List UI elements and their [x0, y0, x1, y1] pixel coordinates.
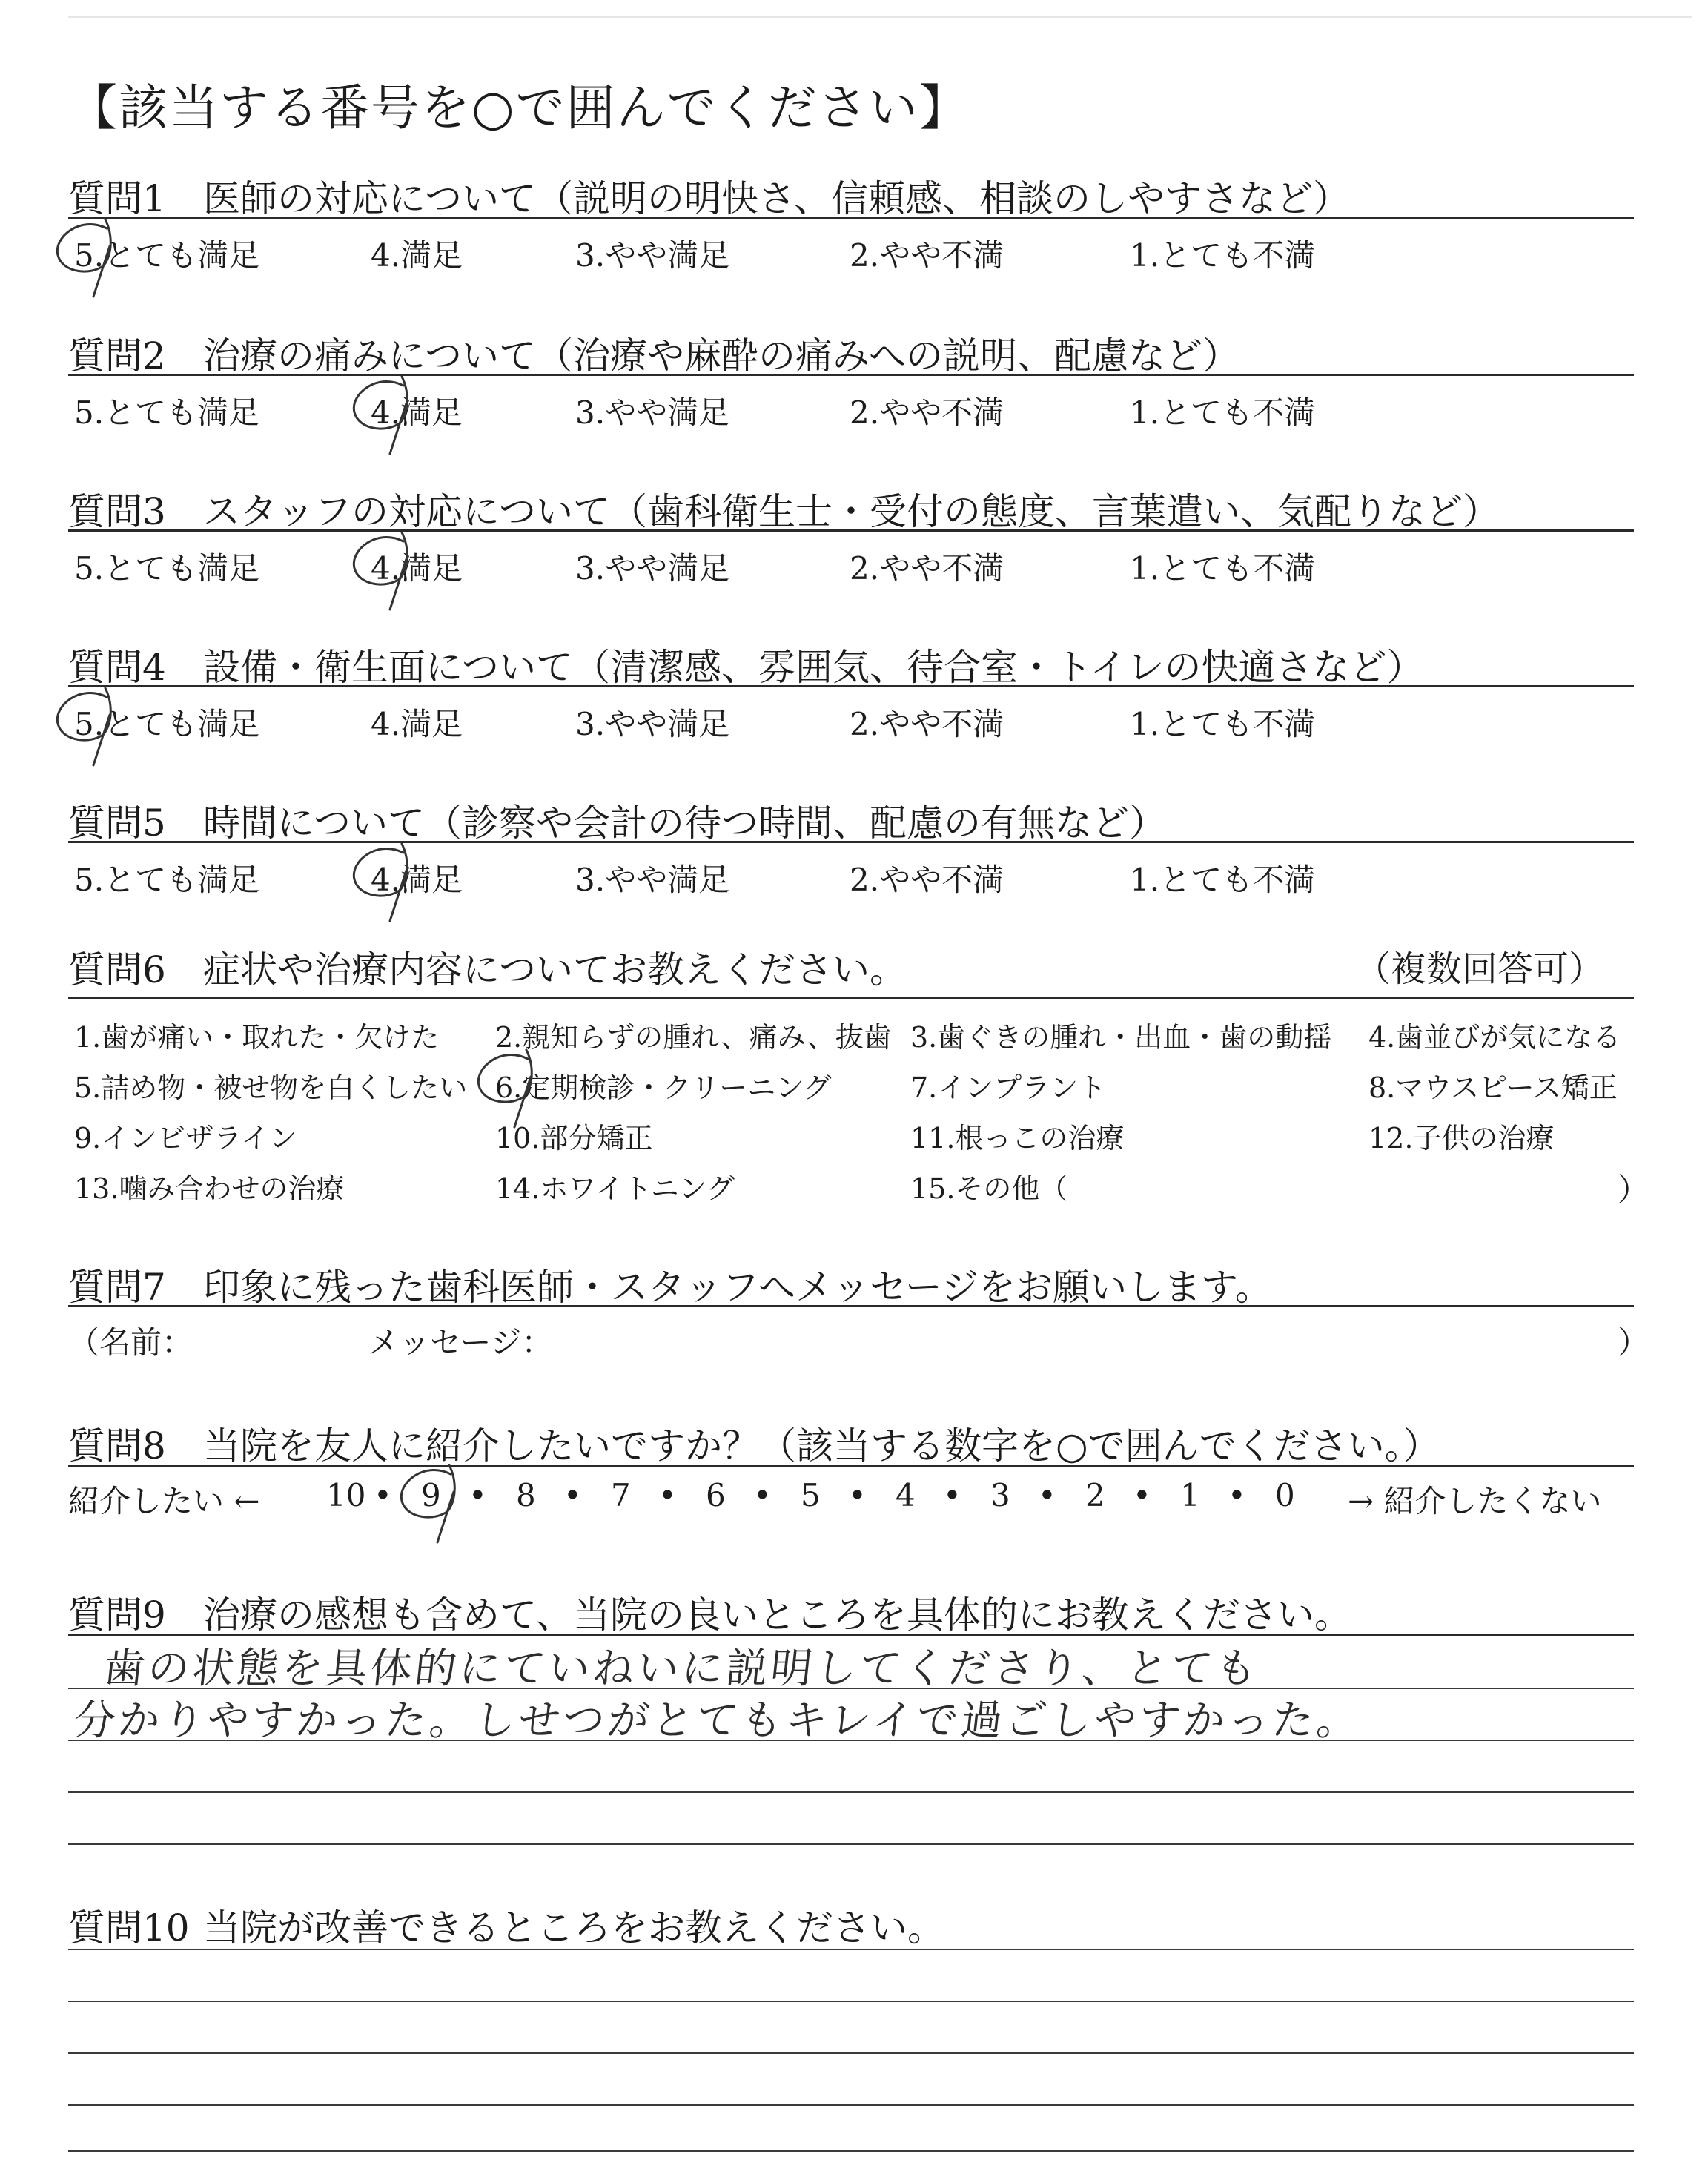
question-text: 治療の痛みについて（治療や麻酔の痛みへの説明、配慮など） [203, 334, 1239, 377]
q6-option-3[interactable]: 3.歯ぐきの腫れ・出血・歯の動揺 [910, 1021, 1332, 1054]
form-heading: 【該当する番号を○で囲んでください】 [68, 79, 970, 136]
question-text: 医師の対応について（説明の明快さ、信頼感、相談のしやすさなど） [203, 177, 1350, 220]
scale-dot: • [753, 1477, 772, 1513]
q6-option-7[interactable]: 7.インプラント [910, 1071, 1107, 1104]
multiple-answers-note: （複数回答可） [1354, 948, 1604, 990]
scale-dot: • [1038, 1477, 1056, 1513]
q6-option-10[interactable]: 10.部分矯正 [495, 1122, 653, 1155]
selection-circle-q6-6 [478, 1050, 532, 1127]
rating-option-4[interactable]: 4.満足 [371, 394, 463, 431]
rating-option-2[interactable]: 2.やや不満 [850, 862, 1004, 898]
rating-option-5[interactable]: 5.とても満足 [74, 394, 260, 431]
message-close-paren: ） [1618, 1324, 1649, 1361]
rating-option-5[interactable]: 5.とても満足 [74, 550, 260, 587]
q6-option-11[interactable]: 11.根っこの治療 [910, 1122, 1125, 1155]
question-number: 質問5 [68, 802, 166, 845]
rating-option-5[interactable]: 5.とても満足 [74, 706, 260, 742]
selection-circle-q4 [57, 688, 110, 765]
question-number: 質問2 [68, 334, 166, 377]
scale-dot: • [658, 1477, 677, 1513]
question-number: 質問6 [68, 948, 166, 991]
q6-option-12[interactable]: 12.子供の治療 [1368, 1122, 1555, 1155]
q6-option-13[interactable]: 13.噛み合わせの治療 [74, 1172, 345, 1205]
scale-value-6[interactable]: 6 [706, 1477, 726, 1513]
scale-value-10[interactable]: 10 [326, 1477, 366, 1513]
question-number: 質問9 [68, 1593, 166, 1636]
q6-option-14[interactable]: 14.ホワイトニング [495, 1172, 735, 1205]
rating-option-3[interactable]: 3.やや満足 [575, 862, 730, 898]
q6-option-2[interactable]: 2.親知らずの腫れ、痛み、抜歯 [495, 1021, 892, 1054]
question-number: 質問10 [68, 1906, 190, 1949]
rating-option-3[interactable]: 3.やや満足 [575, 394, 730, 431]
q6-option-8[interactable]: 8.マウスピース矯正 [1368, 1071, 1618, 1104]
recommend-label: 紹介したい ← [68, 1483, 260, 1519]
other-close-paren: ） [1618, 1172, 1649, 1208]
scale-value-7[interactable]: 7 [611, 1477, 631, 1513]
scale-dot: • [469, 1477, 487, 1513]
rating-option-1[interactable]: 1.とても不満 [1130, 237, 1316, 274]
rating-option-4[interactable]: 4.満足 [371, 706, 463, 742]
question-text: 症状や治療内容についてお教えください。 [203, 948, 907, 991]
question-text: 設備・衛生面について（清潔感、雰囲気、待合室・トイレの快適さなど） [203, 646, 1424, 689]
scale-value-4[interactable]: 4 [896, 1477, 916, 1513]
question-text: 当院が改善できるところをお教えください。 [203, 1906, 944, 1949]
scale-value-5[interactable]: 5 [801, 1477, 821, 1513]
rating-option-1[interactable]: 1.とても不満 [1130, 394, 1316, 431]
rating-option-2[interactable]: 2.やや不満 [850, 550, 1004, 587]
rating-option-3[interactable]: 3.やや満足 [575, 550, 730, 587]
selection-circle-q5 [354, 844, 407, 921]
name-label: （名前： [68, 1324, 193, 1361]
question-text: 時間について（診察や会計の待つ時間、配慮の有無など） [203, 802, 1166, 845]
q6-option-15[interactable]: 15.その他（ [910, 1172, 1068, 1205]
q6-option-4[interactable]: 4.歯並びが気になる [1368, 1021, 1621, 1054]
scale-value-3[interactable]: 3 [990, 1477, 1010, 1513]
rating-option-1[interactable]: 1.とても不満 [1130, 550, 1316, 587]
not-recommend-label: → 紹介したくない [1348, 1483, 1602, 1519]
scale-value-2[interactable]: 2 [1085, 1477, 1105, 1513]
question-text: 治療の感想も含めて、当院の良いところを具体的にお教えください。 [203, 1593, 1351, 1636]
question-text: スタッフの対応について（歯科衛生士・受付の態度、言葉遣い、気配りなど） [203, 490, 1500, 533]
scale-value-9[interactable]: 9 [421, 1477, 441, 1513]
question-number: 質問3 [68, 490, 166, 533]
rating-option-4[interactable]: 4.満足 [371, 237, 463, 274]
rating-option-2[interactable]: 2.やや不満 [850, 394, 1004, 431]
question-number: 質問7 [68, 1266, 166, 1309]
question-text: 当院を友人に紹介したいですか？（該当する数字を○で囲んでください。） [203, 1424, 1440, 1467]
q6-option-1[interactable]: 1.歯が痛い・取れた・欠けた [74, 1021, 440, 1054]
scale-dot: • [374, 1477, 392, 1513]
q6-option-9[interactable]: 9.インビザライン [74, 1122, 298, 1155]
selection-circle-q1 [57, 219, 110, 297]
rating-option-1[interactable]: 1.とても不満 [1130, 706, 1316, 742]
question-number: 質問4 [68, 646, 166, 689]
rating-option-2[interactable]: 2.やや不満 [850, 706, 1004, 742]
selection-circle-q8 [401, 1465, 454, 1542]
scale-dot: • [1228, 1477, 1246, 1513]
handwritten-answer-line-2: 分かりやすかった。しせつがとてもキレイで過ごしやすかった。 [71, 1697, 1364, 1745]
rating-option-2[interactable]: 2.やや不満 [850, 237, 1004, 274]
selection-circle-q2 [354, 377, 407, 454]
rating-option-3[interactable]: 3.やや満足 [575, 237, 730, 274]
rating-option-4[interactable]: 4.満足 [371, 550, 463, 587]
rating-option-4[interactable]: 4.満足 [371, 862, 463, 898]
scale-value-0[interactable]: 0 [1275, 1477, 1295, 1513]
question-number: 質問8 [68, 1424, 166, 1467]
rating-option-5[interactable]: 5.とても満足 [74, 862, 260, 898]
rating-option-5[interactable]: 5.とても満足 [74, 237, 260, 274]
scale-dot: • [563, 1477, 582, 1513]
scale-value-1[interactable]: 1 [1180, 1477, 1200, 1513]
question-text: 印象に残った歯科医師・スタッフへメッセージをお願いします。 [203, 1266, 1272, 1309]
rating-option-1[interactable]: 1.とても不満 [1130, 862, 1316, 898]
q6-option-5[interactable]: 5.詰め物・被せ物を白くしたい [74, 1071, 468, 1104]
rating-option-3[interactable]: 3.やや満足 [575, 706, 730, 742]
question-number: 質問1 [68, 177, 166, 220]
selection-circle-q3 [354, 532, 407, 610]
scale-dot: • [1133, 1477, 1151, 1513]
message-label: メッセージ： [368, 1324, 553, 1361]
scale-value-8[interactable]: 8 [516, 1477, 536, 1513]
scale-dot: • [848, 1477, 867, 1513]
handwritten-answer-line-1: 歯の状態を具体的にていねいに説明してくださり、とても [101, 1645, 1262, 1693]
scale-dot: • [943, 1477, 961, 1513]
q6-option-6[interactable]: 6.定期検診・クリーニング [495, 1071, 832, 1104]
